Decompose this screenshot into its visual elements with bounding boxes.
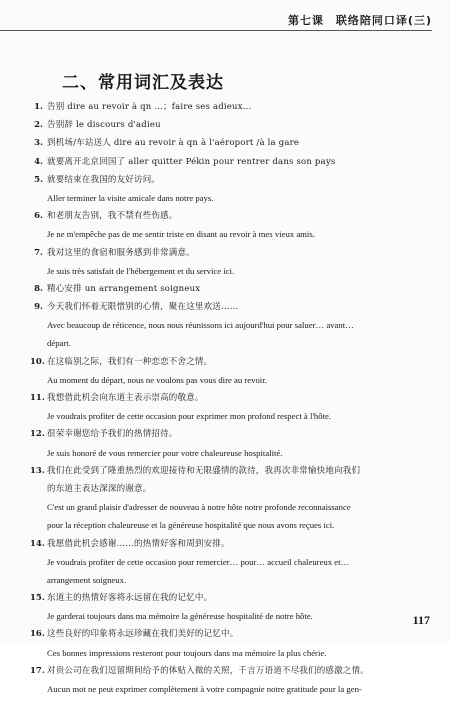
list-item (30, 540, 428, 585)
item-number: 15. (30, 593, 45, 604)
chinese-text: 对贵公司在我们逗留期间给予的体贴入微的关照，千言万语道不尽我们的感激之情。 (47, 665, 369, 676)
item-number: 9. (34, 302, 43, 313)
french-text: Au moment du départ, nous ne voulons pas vous dire au revoir. (47, 374, 267, 385)
french-text: Je voudrais profiter de cette occasion pour remercier… pour… accueil chaleureux et… (47, 556, 350, 567)
list-item (30, 285, 428, 294)
french-text: Je voudrais profiter de cette occasion pour exprimer mon profond respect à l'hôte. (47, 411, 332, 422)
running-header (0, 12, 432, 31)
item-line-first (30, 358, 428, 367)
list-item (30, 467, 428, 531)
item-number: 10. (30, 356, 45, 367)
item-number: 4. (34, 156, 43, 167)
section-title: 二、常用词汇及表达 (62, 73, 224, 93)
list-item (30, 394, 428, 421)
item-number: 7. (34, 247, 43, 258)
chinese-text: 这些良好的印象将永远珍藏在我们美好的记忆中。 (47, 629, 239, 640)
chinese-text: 我愿借此机会感谢……的热情好客和周到安排。 (47, 538, 230, 549)
french-text: Avec beaucoup de réticence, nous nous réunissons ici aujourd'hui pour saluer… avant… (47, 320, 354, 331)
item-line-continuation (30, 503, 428, 512)
item-line-first (30, 594, 428, 603)
item-line-first (30, 176, 428, 185)
list-item (30, 594, 428, 621)
item-line-first (30, 158, 428, 167)
item-line-continuation (30, 194, 428, 203)
chinese-text: 在这临别之际，我们有一种恋恋不舍之情。 (47, 356, 213, 367)
page-number: 117 (412, 613, 430, 627)
item-line-continuation (30, 339, 428, 348)
item-line-first (30, 249, 428, 258)
french-text: C'est un grand plaisir d'adresser de nouveau à notre hôte notre profonde reconnaissance (47, 502, 351, 513)
french-text: Je garderai toujours dans ma mémoire la généreuse hospitalité de notre hôte. (47, 611, 313, 622)
item-line-first (30, 667, 428, 676)
chinese-text: 我对这里的食宿和服务感到非常满意。 (47, 247, 195, 258)
french-text: pour la réception chaleureuse et la généreuse hospitalité que nous avons reçues ici. (47, 520, 335, 531)
item-number: 8. (34, 283, 43, 294)
item-number: 5. (34, 174, 43, 185)
french-text: Je suis honoré de vous remercier pour votre chaleureuse hospitalité. (47, 447, 283, 458)
chinese-text: 到机场/车站送人 dire au revoir à qn à l'aéroport /à la gare (47, 138, 300, 149)
item-line-continuation (30, 558, 428, 567)
item-number: 12. (30, 429, 45, 440)
item-line-first (30, 303, 428, 312)
list-item (30, 667, 428, 694)
french-text: Aller terminer la visite amicale dans notre pays. (47, 192, 214, 203)
item-line-continuation (30, 321, 428, 330)
item-line-first (30, 430, 428, 439)
chinese-text: 东道主的热情好客将永远留在我的记忆中。 (47, 593, 213, 604)
item-number: 14. (30, 538, 45, 549)
list-item (30, 158, 428, 167)
item-line-first (30, 121, 428, 130)
vocabulary-list (30, 103, 428, 703)
item-line-continuation (30, 485, 428, 494)
item-number: 1. (34, 102, 43, 112)
item-line-continuation (30, 649, 428, 658)
item-line-continuation (30, 521, 428, 530)
chinese-text: 今天我们怀着无限惜别的心情，聚在这里欢送…… (47, 302, 239, 313)
chinese-text: 告别 dire au revoir à qn …；faire ses adieux… (47, 102, 252, 112)
list-item (30, 121, 428, 130)
chinese-text: 我想借此机会向东道主表示崇高的敬意。 (47, 393, 204, 403)
chinese-text: 和老朋友告别，我不禁有些伤感。 (47, 211, 178, 222)
item-line-first (30, 285, 428, 294)
french-text: arrangement soigneux. (47, 574, 127, 585)
french-text: Aucun mot ne peut exprimer complètement à votre compagnie notre gratitude pour la gen- (47, 684, 362, 694)
french-text: départ. (47, 338, 71, 349)
item-line-continuation (30, 576, 428, 585)
chinese-text: 告别辞 le discours d'adieu (47, 120, 161, 131)
running-title: 第七课 联络陪同口译(三) (287, 14, 432, 27)
item-line-continuation (30, 612, 428, 621)
item-line-continuation (30, 412, 428, 421)
item-number: 6. (34, 211, 43, 222)
list-item (30, 212, 428, 239)
item-line-continuation (30, 376, 428, 385)
item-number: 2. (34, 120, 43, 131)
list-item (30, 430, 428, 457)
item-line-first (30, 212, 428, 221)
item-number: 3. (34, 138, 43, 149)
item-number: 16. (30, 629, 45, 640)
list-item (30, 630, 428, 657)
french-text: Je ne m'empêche pas de me sentir triste en disant au revoir à mes vieux amis. (47, 229, 315, 240)
item-line-first (30, 540, 428, 549)
item-line-first (30, 630, 428, 639)
chinese-text: 很荣幸谢您给予我们的热情招待。 (47, 429, 178, 440)
chinese-text: 精心安排 un arrangement soigneux (47, 283, 201, 294)
item-line-continuation (30, 685, 428, 694)
item-number: 17. (30, 665, 45, 676)
item-line-first (30, 467, 428, 476)
item-line-continuation (30, 230, 428, 239)
chinese-text: 就要离开北京回国了 aller quitter Pékin pour rentrer dans son pays (47, 156, 336, 167)
list-item (30, 303, 428, 348)
item-line-first (30, 139, 428, 148)
chinese-text: 我们在此受到了隆重热烈的欢迎接待和无限盛情的款待，我再次非常愉快地向我们 (47, 465, 361, 476)
chinese-text: 就要结束在我国的友好访问。 (47, 174, 161, 185)
item-line-continuation (30, 267, 428, 276)
french-text: Ces bonnes impressions resteront pour toujours dans ma mémoire la plus chérie. (47, 647, 327, 658)
item-line-first (30, 103, 428, 112)
list-item (30, 176, 428, 203)
chinese-text: 的东道主表达深深的谢意。 (47, 483, 152, 494)
item-line-first (30, 394, 428, 403)
list-item (30, 249, 428, 276)
list-item (30, 358, 428, 385)
list-item (30, 103, 428, 112)
item-line-continuation (30, 449, 428, 458)
list-item (30, 139, 428, 148)
item-number: 13. (30, 465, 45, 476)
french-text: Je suis très satisfait de l'hébergement et du service ici. (47, 265, 235, 276)
item-number: 11. (30, 393, 45, 403)
